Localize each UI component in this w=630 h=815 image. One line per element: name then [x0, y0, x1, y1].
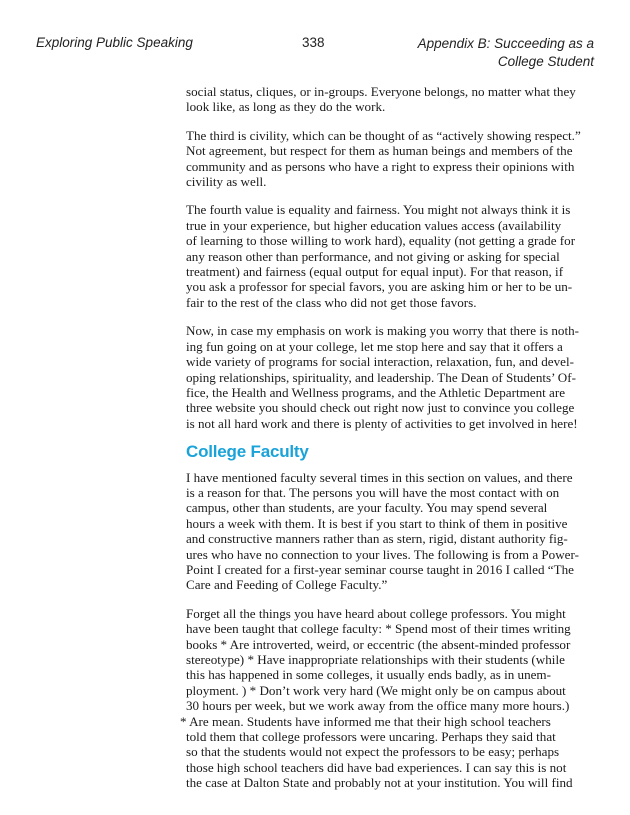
- text-line: The fourth value is equality and fairness. You might not always think it is: [186, 202, 571, 218]
- text-line: oping relationships, spirituality, and leadership. The Dean of Students’ Of-: [186, 369, 576, 385]
- text-line: Now, in case my emphasis on work is making you worry that there is noth-: [186, 323, 579, 339]
- text-line: so that the students would not expect the professors to be easy; perhaps: [186, 744, 560, 760]
- text-line: Care and Feeding of College Faculty.”: [186, 577, 388, 593]
- text-line: ployment. ) * Don’t work very hard (We might only be on campus about: [186, 682, 566, 698]
- text-line: of learning to those willing to work hard), equality (not getting a grade for: [186, 233, 576, 249]
- chapter-title-line-2: College Student: [497, 54, 594, 69]
- text-line: 30 hours per week, but we work away from the office many more hours.): [186, 698, 570, 714]
- text-line: ures who have no connection to your lives. The following is from a Power-: [186, 546, 579, 562]
- chapter-title: [404, 35, 594, 71]
- chapter-title-line-1: Appendix B: Succeeding as a: [417, 36, 594, 51]
- paragraph: [186, 84, 595, 115]
- text-line: stereotype) * Have inappropriate relationships with their students (while: [186, 652, 565, 667]
- text-line: Forget all the things you have heard about college professors. You might: [186, 605, 566, 621]
- text-line: told them that college professors were uncaring. Perhaps they said that: [186, 729, 556, 745]
- page-number: 338: [302, 35, 325, 50]
- text-line: I have mentioned faculty several times in this section on values, and there: [186, 469, 573, 485]
- text-line: campus, other than students, are your faculty. You may spend several: [186, 500, 548, 516]
- text-line: three website you should check out right now just to convince you college: [186, 400, 575, 416]
- text-line: fair to the rest of the class who did not get those favors.: [186, 294, 477, 310]
- text-line: you ask a professor for special favors, you are asking him or her to be un-: [186, 279, 573, 295]
- text-line: have been taught that college faculty: * Spend most of their times writing: [186, 621, 571, 637]
- text-line: is not all hard work and there is plenty of activities to get involved in here!: [186, 415, 578, 431]
- text-line: the case at Dalton State and probably not at your institution. You will find: [186, 775, 573, 791]
- text-line: this has happened in some colleges, it usually ends badly, as in unem-: [186, 667, 551, 683]
- text-line: is a reason for that. The persons you will have the most contact with on: [186, 484, 560, 500]
- text-line: hours a week with them. It is best if you start to think of them in positive: [186, 515, 568, 531]
- paragraph: [186, 128, 595, 190]
- paragraph: [186, 202, 595, 310]
- text-line: community and as persons who have a right to express their opinions with: [186, 158, 575, 174]
- paragraph: [186, 470, 595, 593]
- text-line: treatment) and fairness (equal output for equal input). For that reason, if: [186, 264, 564, 280]
- text-line: any reason other than performance, and not giving or asking for special: [186, 248, 560, 264]
- text-line: civility as well.: [186, 174, 267, 190]
- text-line: look like, as long as they do the work.: [186, 99, 386, 115]
- text-line: * Are mean. Students have informed me that their high school teachers: [180, 713, 551, 729]
- running-header: [0, 35, 630, 75]
- paragraph: [186, 323, 595, 431]
- text-line: social status, cliques, or in-groups. Everyone belongs, no matter what they: [186, 84, 576, 99]
- text-line: books * Are introverted, weird, or eccentric (the absent-minded professor: [186, 636, 571, 652]
- body-text: [180, 84, 595, 804]
- paragraph: [180, 605, 595, 791]
- text-line: Point I created for a first-year seminar course taught in 2016 I called “The: [186, 561, 574, 577]
- book-title: Exploring Public Speaking: [36, 35, 193, 50]
- text-line: and constructive manners rather than as stern, rigid, distant authority fig-: [186, 531, 568, 547]
- text-line: true in your experience, but higher education values access (availability: [186, 217, 562, 233]
- text-line: wide variety of programs for social interaction, relaxation, fun, and devel-: [186, 354, 574, 370]
- text-line: ing fun going on at your college, let me stop here and say that it offers a: [186, 338, 563, 354]
- section-heading: College Faculty: [186, 442, 309, 462]
- text-line: Not agreement, but respect for them as human beings and members of the: [186, 143, 573, 159]
- text-line: The third is civility, which can be thought of as “actively showing respect.”: [186, 127, 581, 143]
- text-line: fice, the Health and Wellness programs, and the Athletic Department are: [186, 384, 566, 400]
- text-line: those high school teachers did have bad experiences. I can say this is not: [186, 759, 567, 775]
